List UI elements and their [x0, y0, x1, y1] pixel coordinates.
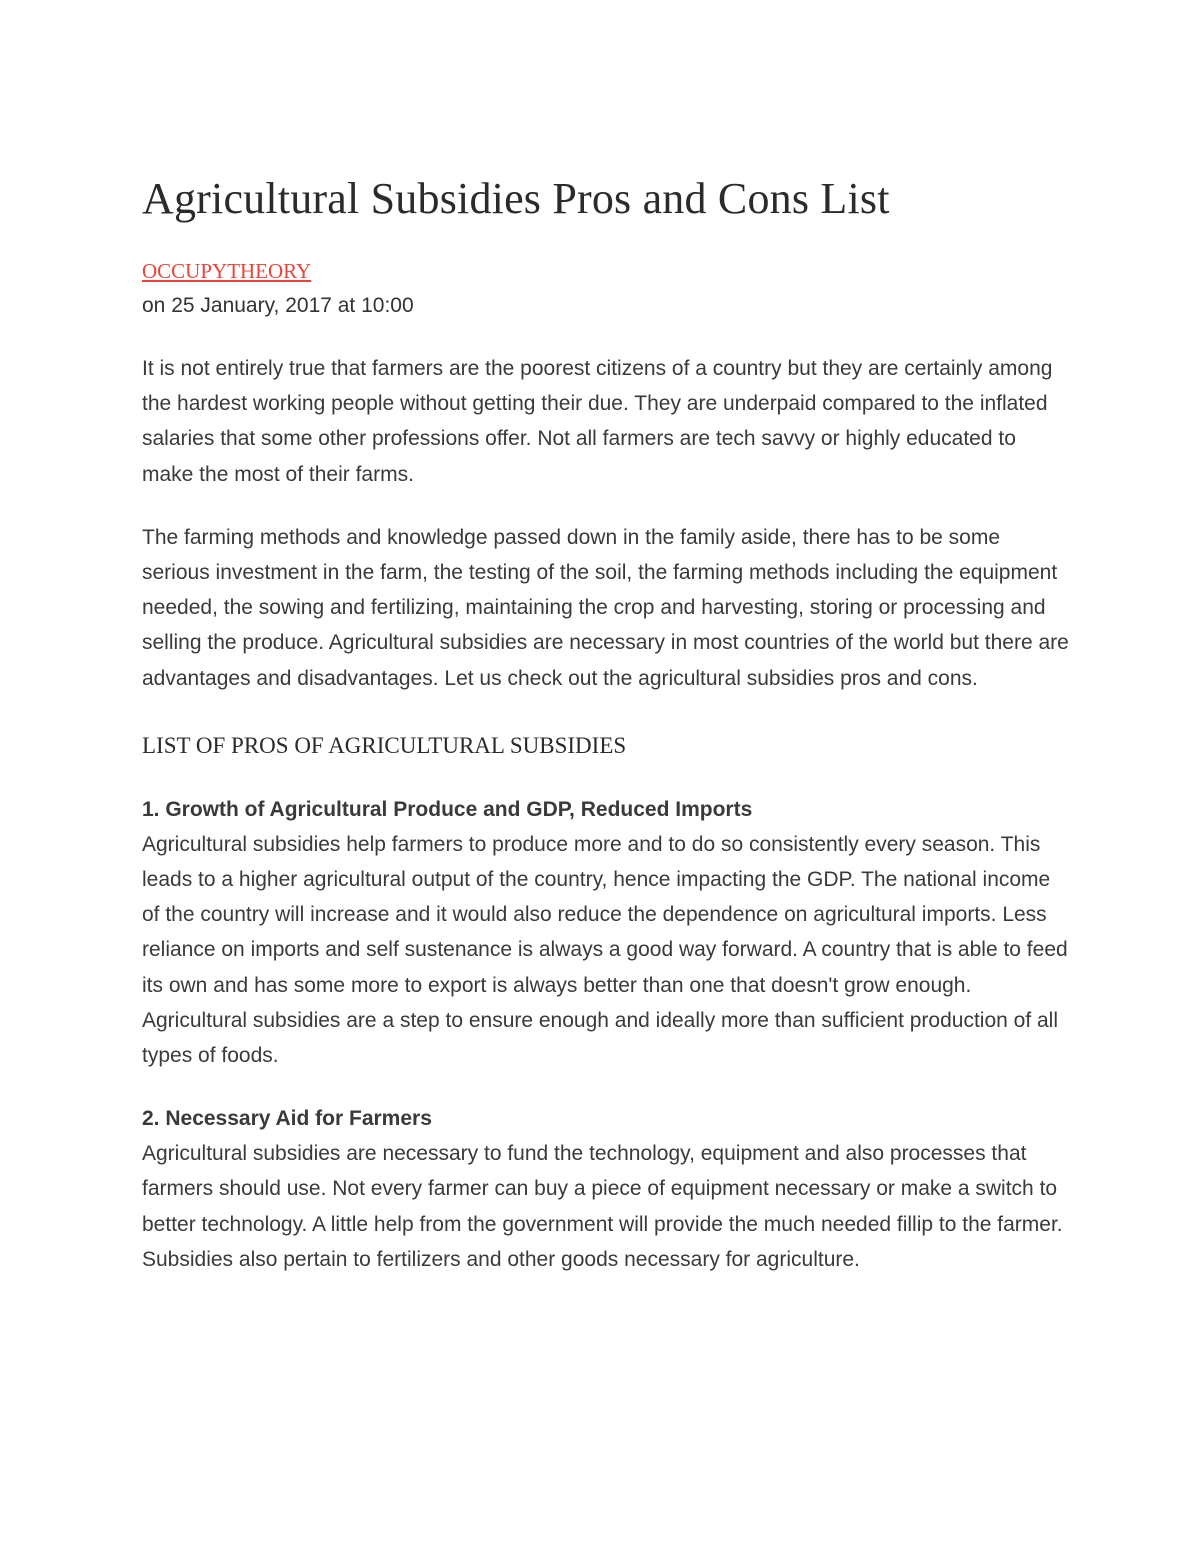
pros-item	[142, 792, 1072, 1073]
article	[142, 168, 1072, 1277]
pros-item-body: Agricultural subsidies are necessary to fund the technology, equipment and also processes that farmers should use. Not every farmer can buy a piece of equipment necessary or make a switch to better technology. A little help from the government will provide the much needed fillip to the farmer. Subsidies also pertain to fertilizers and other goods necessary for agriculture.	[142, 1142, 1063, 1271]
intro-paragraph: It is not entirely true that farmers are the poorest citizens of a country but they are certainly among the hardest working people without getting their due. They are underpaid compared to the inflated salaries that some other professions offer. Not all farmers are tech savvy or highly educated to make the most of their farms.	[142, 357, 1053, 486]
pros-item-heading: 2. Necessary Aid for Farmers	[142, 1107, 432, 1131]
pros-item	[142, 1101, 1072, 1277]
pros-item-heading: 1. Growth of Agricultural Produce and GDP, Reduced Imports	[142, 797, 753, 821]
pros-item-body: Agricultural subsidies help farmers to produce more and to do so consistently every season. This leads to a higher agricultural output of the country, hence impacting the GDP. The national income of the country will increase and it would also reduce the dependence on agricultural imports. Less reliance on imports and self sustenance is always a good way forward. A country that is able to feed its own and has some more to export is always better than one that doesn't grow enough. Agricultural subsidies are a step to ensure enough and ideally more than sufficient production of all types of foods.	[142, 832, 1068, 1068]
pros-list	[142, 792, 1072, 1277]
pros-section-heading: LIST OF PROS OF AGRICULTURAL SUBSIDIES	[142, 732, 627, 758]
article-title: Agricultural Subsidies Pros and Cons List	[142, 174, 890, 223]
intro-paragraph: The farming methods and knowledge passed down in the family aside, there has to be some serious investment in the farm, the testing of the soil, the farming methods including the equipment needed, the sowing and fertilizing, maintaining the crop and harvesting, storing or processing and selling the produce. Agricultural subsidies are necessary in most countries of the world but there are advantages and disadvantages. Let us check out the agricultural subsidies pros and cons.	[142, 525, 1069, 690]
author-link[interactable]: OCCUPYTHEORY	[142, 259, 312, 283]
article-dateline: on 25 January, 2017 at 10:00	[142, 294, 414, 317]
